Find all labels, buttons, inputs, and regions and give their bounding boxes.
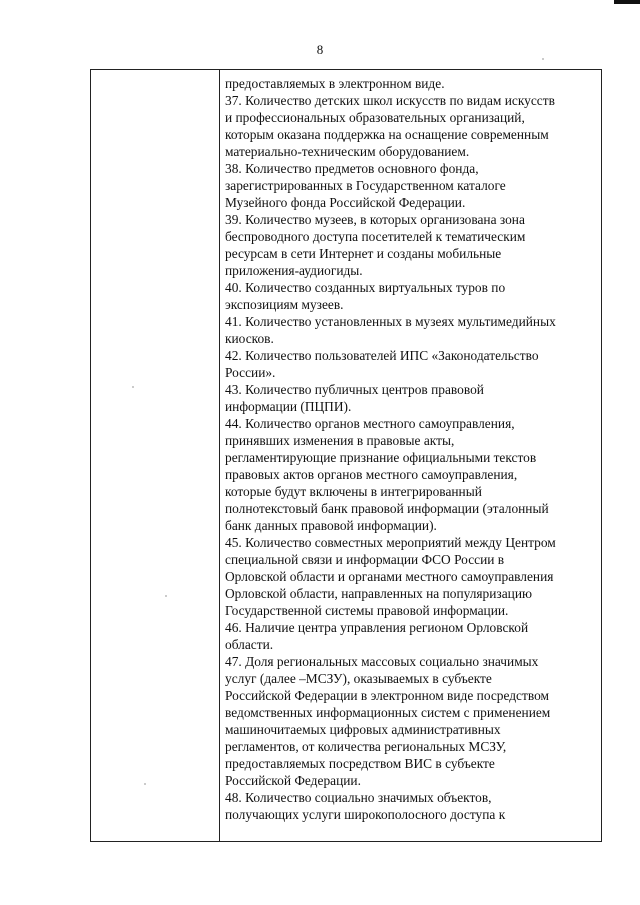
table-paragraph: предоставляемых в электронном виде. [225,76,445,91]
table-paragraph: 42. Количество пользователей ИПС «Законодательство России». [225,348,539,380]
table-paragraph: 48. Количество социально значимых объектов, получающих услуги широкополосного доступа к [225,790,506,822]
indicators-table [90,69,602,842]
table-paragraph: 41. Количество установленных в музеях мультимедийных киосков. [225,314,556,346]
table-paragraph: 39. Количество музеев, в которых организована зона беспроводного доступа посетителей к тематическим ресурсам в сети Интернет и созданы мобильные приложения-аудиогиды. [225,212,526,278]
table-paragraph: 37. Количество детских школ искусств по видам искусств и профессиональных образовательных организаций, которым оказана поддержка на оснащение современным материально-техническим оборудованием. [225,93,555,159]
table-paragraph: 47. Доля региональных массовых социально значимых услуг (далее –МСЗУ), оказываемых в субъекте Российской Федерации в электронном виде посредством ведомственных информационных систем с применением машиночитаемых цифровых административных регламентов, от количества региональных МСЗУ, предоставляемых посредством ВИС в субъекте Российской Федерации. [225,654,551,788]
table-paragraph: 46. Наличие центра управления регионом Орловской области. [225,620,529,652]
scan-edge-mark [614,0,640,4]
table-left-column [91,70,220,841]
table-paragraph: 38. Количество предметов основного фонда, зарегистрированных в Государственном каталоге Музейного фонда Российской Федерации. [225,161,506,210]
table-paragraph: 44. Количество органов местного самоуправления, принявших изменения в правовые акты, регламентирующие признание официальными текстов правовых актов органов местного самоуправления, которые будут включены в интегрированный полнотекстовый банк правовой информации (эталонный банк данных правовой информации). [225,416,549,533]
page-number: 8 [316,42,324,57]
scan-speck [542,58,544,60]
table-paragraph: 45. Количество совместных мероприятий между Центром специальной связи и информации ФСО России в Орловской области и органами местного самоуправления Орловской области, направленных на популяризацию Государственной системы правовой информации. [225,535,556,618]
table-paragraph: 43. Количество публичных центров правовой информации (ПЦПИ). [225,382,484,414]
table-paragraph: 40. Количество созданных виртуальных туров по экспозициям музеев. [225,280,506,312]
table-right-column [220,70,601,841]
